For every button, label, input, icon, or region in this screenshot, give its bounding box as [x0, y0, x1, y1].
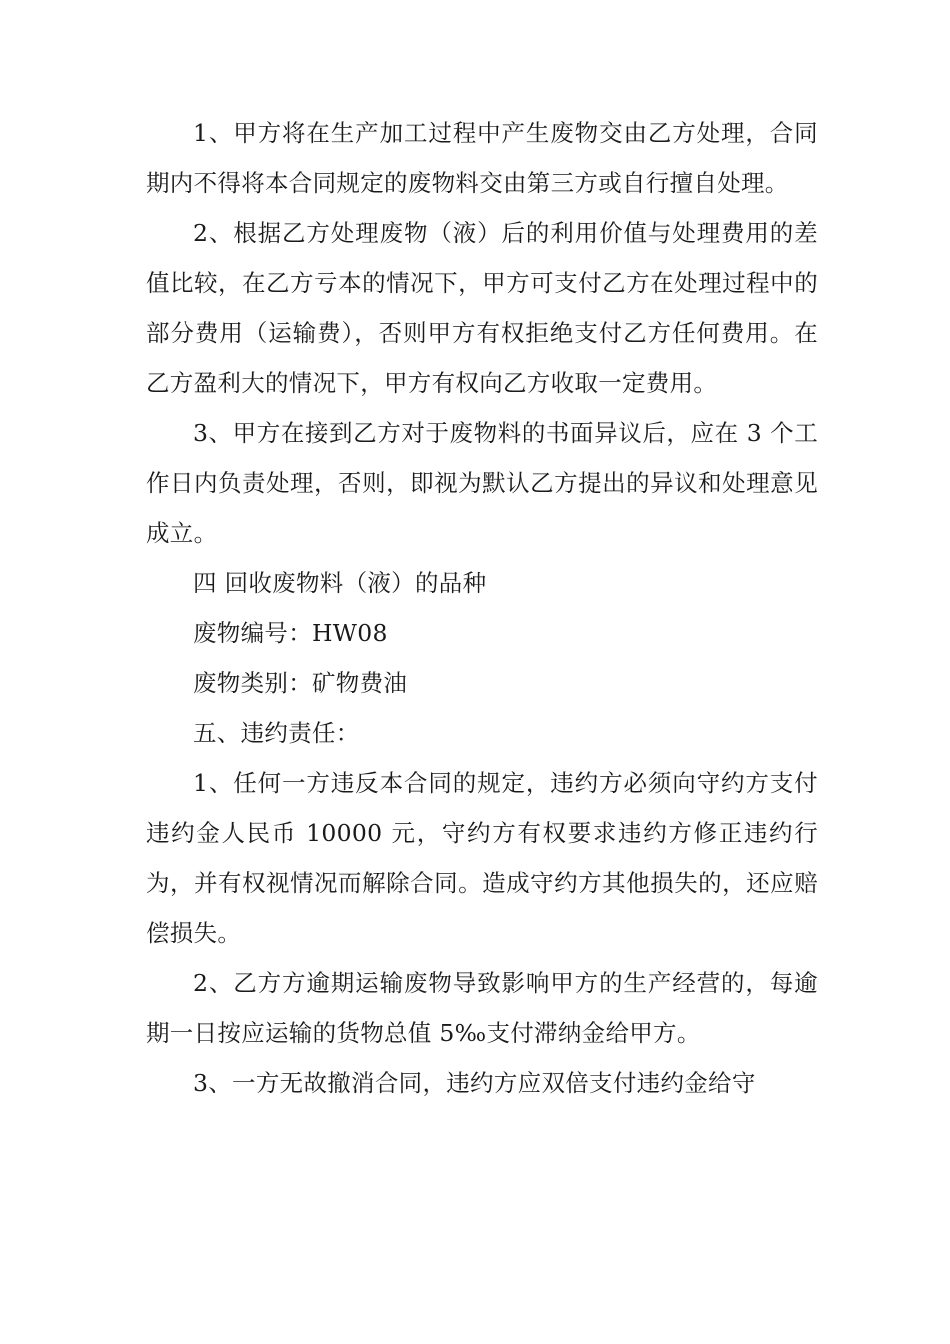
paragraph-clause-2: 2、根据乙方处理废物（液）后的利用价值与处理费用的差值比较，在乙方亏本的情况下，甲方可支付乙方在处理过程中的部分费用（运输费），否则甲方有权拒绝支付乙方任何费用。在乙方盈利大的情况下，甲方有权向乙方收取一定费用。 [146, 219, 818, 397]
section-heading-4: 四 回收废物料（液）的品种 [193, 569, 487, 597]
waste-category-line: 废物类别：矿物费油 [193, 669, 408, 697]
paragraph-liability-2: 2、乙方方逾期运输废物导致影响甲方的生产经营的，每逾期一日按应运输的货物总值 5‰支付滞纳金给甲方。 [146, 969, 818, 1047]
section-heading-5: 五、违约责任： [193, 719, 360, 747]
paragraph-clause-3: 3、甲方在接到乙方对于废物料的书面异议后，应在 3 个工作日内负责处理，否则，即视为默认乙方提出的异议和处理意见成立。 [146, 419, 818, 547]
waste-code-line: 废物编号：HW08 [193, 619, 388, 647]
document-body [146, 108, 818, 1108]
paragraph-clause-1: 1、甲方将在生产加工过程中产生废物交由乙方处理，合同期内不得将本合同规定的废物料交由第三方或自行擅自处理。 [146, 119, 818, 197]
paragraph-liability-1: 1、任何一方违反本合同的规定，违约方必须向守约方支付违约金人民币 10000 元，守约方有权要求违约方修正违约行为，并有权视情况而解除合同。造成守约方其他损失的，还应赔偿损失。 [146, 769, 818, 947]
paragraph-liability-3: 3、一方无故撤消合同，违约方应双倍支付违约金给守 [193, 1069, 756, 1097]
